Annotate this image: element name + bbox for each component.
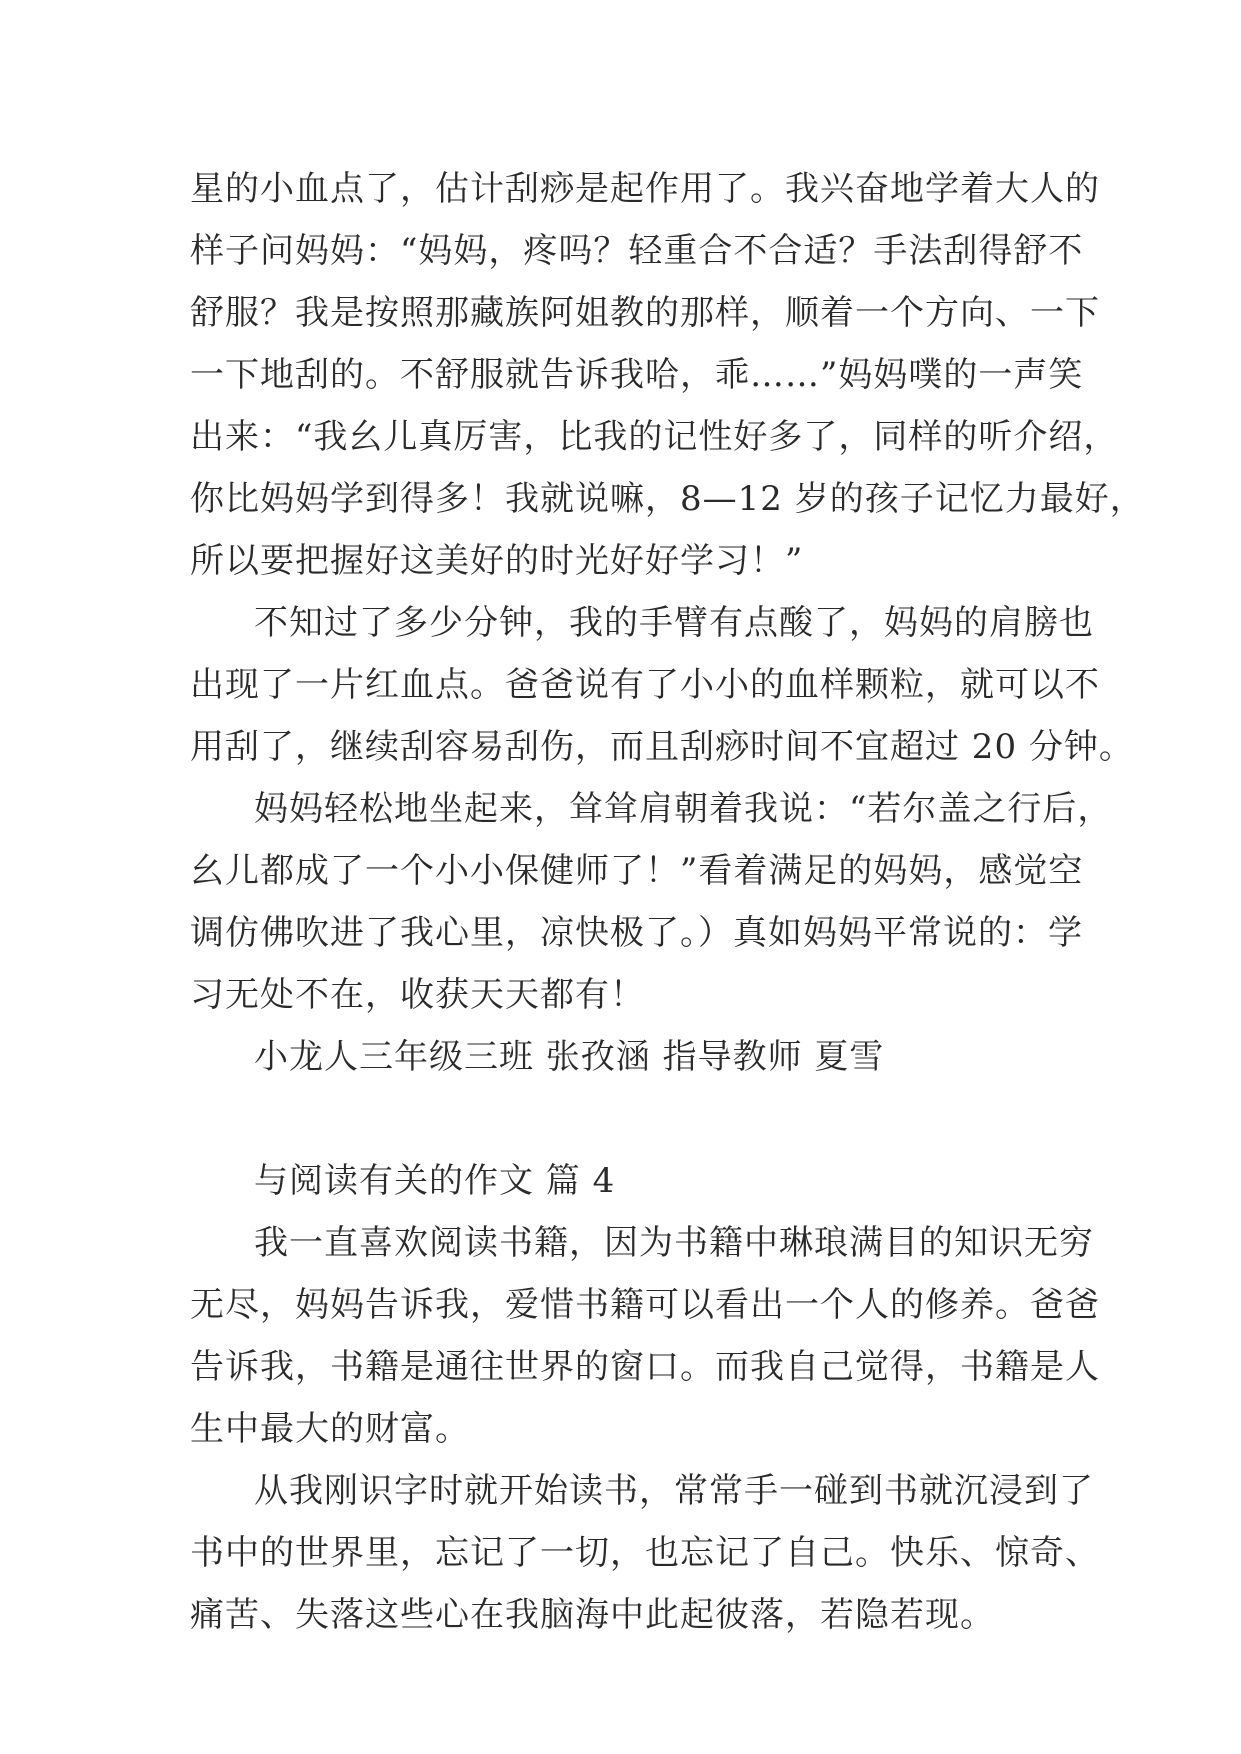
paragraph-line: 从我刚识字时就开始读书，常常手一碰到书就沉浸到了 (254, 1471, 1094, 1511)
paragraph-line: 幺儿都成了一个小小保健师了！”看着满足的妈妈，感觉空 (190, 851, 1084, 891)
paragraph-line: 你比妈妈学到得多！我就说嘛，8—12 岁的孩子记忆力最好， (190, 479, 1145, 519)
paragraph-line: 我一直喜欢阅读书籍，因为书籍中琳琅满目的知识无穷 (254, 1223, 1094, 1263)
paragraph-line: 所以要把握好这美好的时光好好学习！” (190, 541, 804, 581)
paragraph-line: 告诉我，书籍是通往世界的窗口。而我自己觉得，书籍是人 (190, 1347, 1100, 1387)
author-line: 小龙人三年级三班 张孜涵 指导教师 夏雪 (254, 1037, 885, 1077)
section-heading: 与阅读有关的作文 篇 4 (254, 1161, 616, 1201)
paragraph-line: 舒服？我是按照那藏族阿姐教的那样，顺着一个方向、一下 (190, 293, 1100, 333)
paragraph-line: 一下地刮的。不舒服就告诉我哈，乖……”妈妈噗的一声笑 (190, 355, 1084, 395)
paragraph-line: 调仿佛吹进了我心里，凉快极了。）真如妈妈平常说的：学 (190, 913, 1083, 953)
paragraph-line: 生中最大的财富。 (190, 1409, 470, 1449)
paragraph-line: 不知过了多少分钟，我的手臂有点酸了，妈妈的肩膀也 (254, 603, 1094, 643)
paragraph-line: 书中的世界里，忘记了一切，也忘记了自己。快乐、惊奇、 (190, 1533, 1100, 1573)
paragraph-line: 痛苦、失落这些心在我脑海中此起彼落，若隐若现。 (190, 1595, 995, 1635)
document-page (190, 158, 1145, 1646)
paragraph-line: 星的小血点了，估计刮痧是起作用了。我兴奋地学着大人的 (190, 169, 1100, 209)
paragraph-line: 出来：“我幺儿真厉害，比我的记性好多了，同样的听介绍， (190, 417, 1119, 457)
paragraph-line: 无尽，妈妈告诉我，爱惜书籍可以看出一个人的修养。爸爸 (190, 1285, 1100, 1325)
paragraph-line: 用刮了，继续刮容易刮伤，而且刮痧时间不宜超过 20 分钟。 (190, 727, 1134, 767)
paragraph-line: 妈妈轻松地坐起来，耸耸肩朝着我说：“若尔盖之行后， (254, 789, 1113, 829)
paragraph-line: 习无处不在，收获天天都有！ (190, 975, 645, 1015)
paragraph-line: 样子问妈妈：“妈妈，疼吗？轻重合不合适？手法刮得舒不 (190, 231, 1084, 271)
blank-spacer (190, 1088, 1070, 1150)
paragraph-line: 出现了一片红血点。爸爸说有了小小的血样颗粒，就可以不 (190, 665, 1100, 705)
